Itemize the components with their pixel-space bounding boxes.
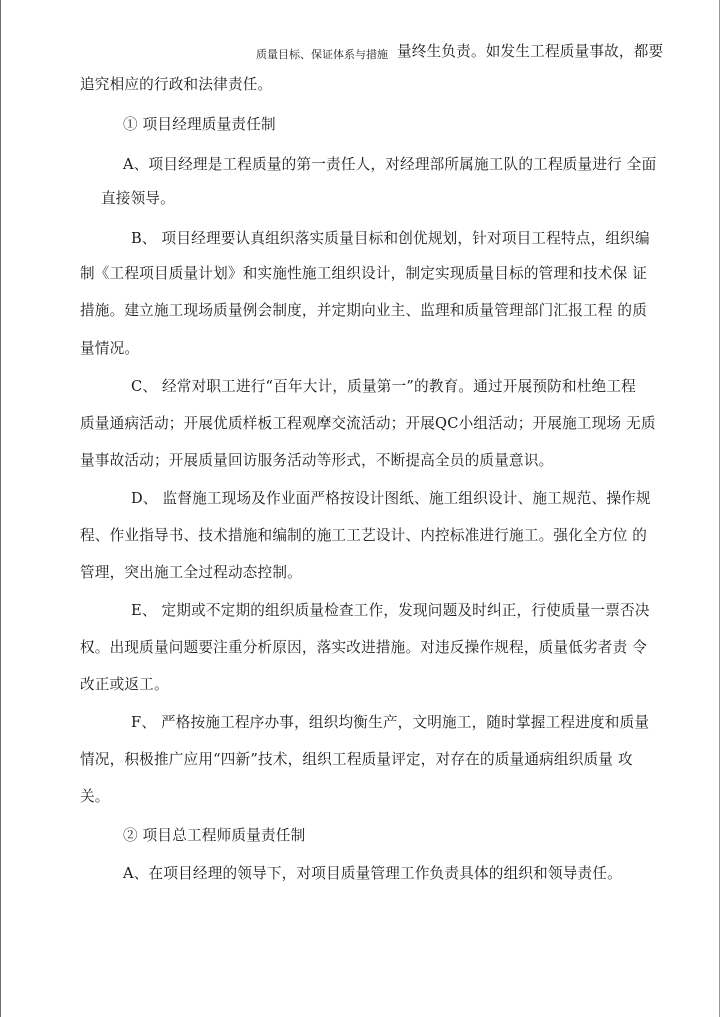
text-line: 情况，积极推广应用“四新”技术，组织工程质量评定，对存在的质量通病组织质量 攻 [80, 751, 633, 768]
text-line: 程、作业指导书、技术措施和编制的施工工艺设计、内控标准进行施工。强化全方位 的 [80, 527, 648, 544]
text-line: 量事故活动；开展质量回访服务活动等形式，不断提高全员的质量意识。 [80, 452, 554, 469]
running-header: 质量目标、保证体系与措施 [256, 48, 388, 61]
page-left-border [0, 0, 1, 1017]
section-heading: ① 项目经理质量责任制 [123, 116, 276, 133]
text-line: A、项目经理是工程质量的第一责任人，对经理部所属施工队的工程质量进行 全面 [123, 156, 657, 173]
text-line: 措施。建立施工现场质量例会制度，并定期向业主、监理和质量管理部门汇报工程 的质 [80, 302, 648, 319]
text-line: F、 严格按施工程序办事，组织均衡生产，文明施工，随时掌握工程进度和质量 [131, 714, 650, 731]
section-heading: ② 项目总工程师质量责任制 [123, 827, 306, 844]
text-line: 直接领导。 [101, 190, 175, 207]
text-line: C、 经常对职工进行“百年大计，质量第一”的教育。通过开展预防和杜绝工程 [131, 378, 636, 395]
text-line: D、 监督施工现场及作业面严格按设计图纸、施工组织设计、施工规范、操作规 [131, 490, 651, 507]
text-line: 追究相应的行政和法律责任。 [80, 76, 273, 93]
text-line: 改正或返工。 [80, 676, 169, 693]
text-line: A、在项目经理的领导下，对项目质量管理工作负责具体的组织和领导责任。 [123, 865, 622, 882]
text-line: 管理，突出施工全过程动态控制。 [80, 564, 302, 581]
text-line: B、 项目经理要认真组织落实质量目标和创优规划，针对项目工程特点，组织编 [131, 230, 650, 247]
text-line: E、 定期或不定期的组织质量检查工作，发现问题及时纠正，行使质量一票否决 [131, 602, 650, 619]
text-line: 权。出现质量问题要注重分析原因，落实改进措施。对违反操作规程，质量低劣者责 令 [80, 639, 648, 656]
text-line: 关。 [80, 788, 110, 805]
text-line: 质量通病活动；开展优质样板工程观摩交流活动；开展QC小组活动；开展施工现场 无质 [80, 415, 656, 432]
text-line: 制《工程项目质量计划》和实施性施工组织设计，制定实现质量目标的管理和技术保 证 [80, 265, 648, 282]
text-line: 量终生负责。如发生工程质量事故，都要 [397, 43, 664, 60]
text-line: 量情况。 [80, 340, 140, 357]
